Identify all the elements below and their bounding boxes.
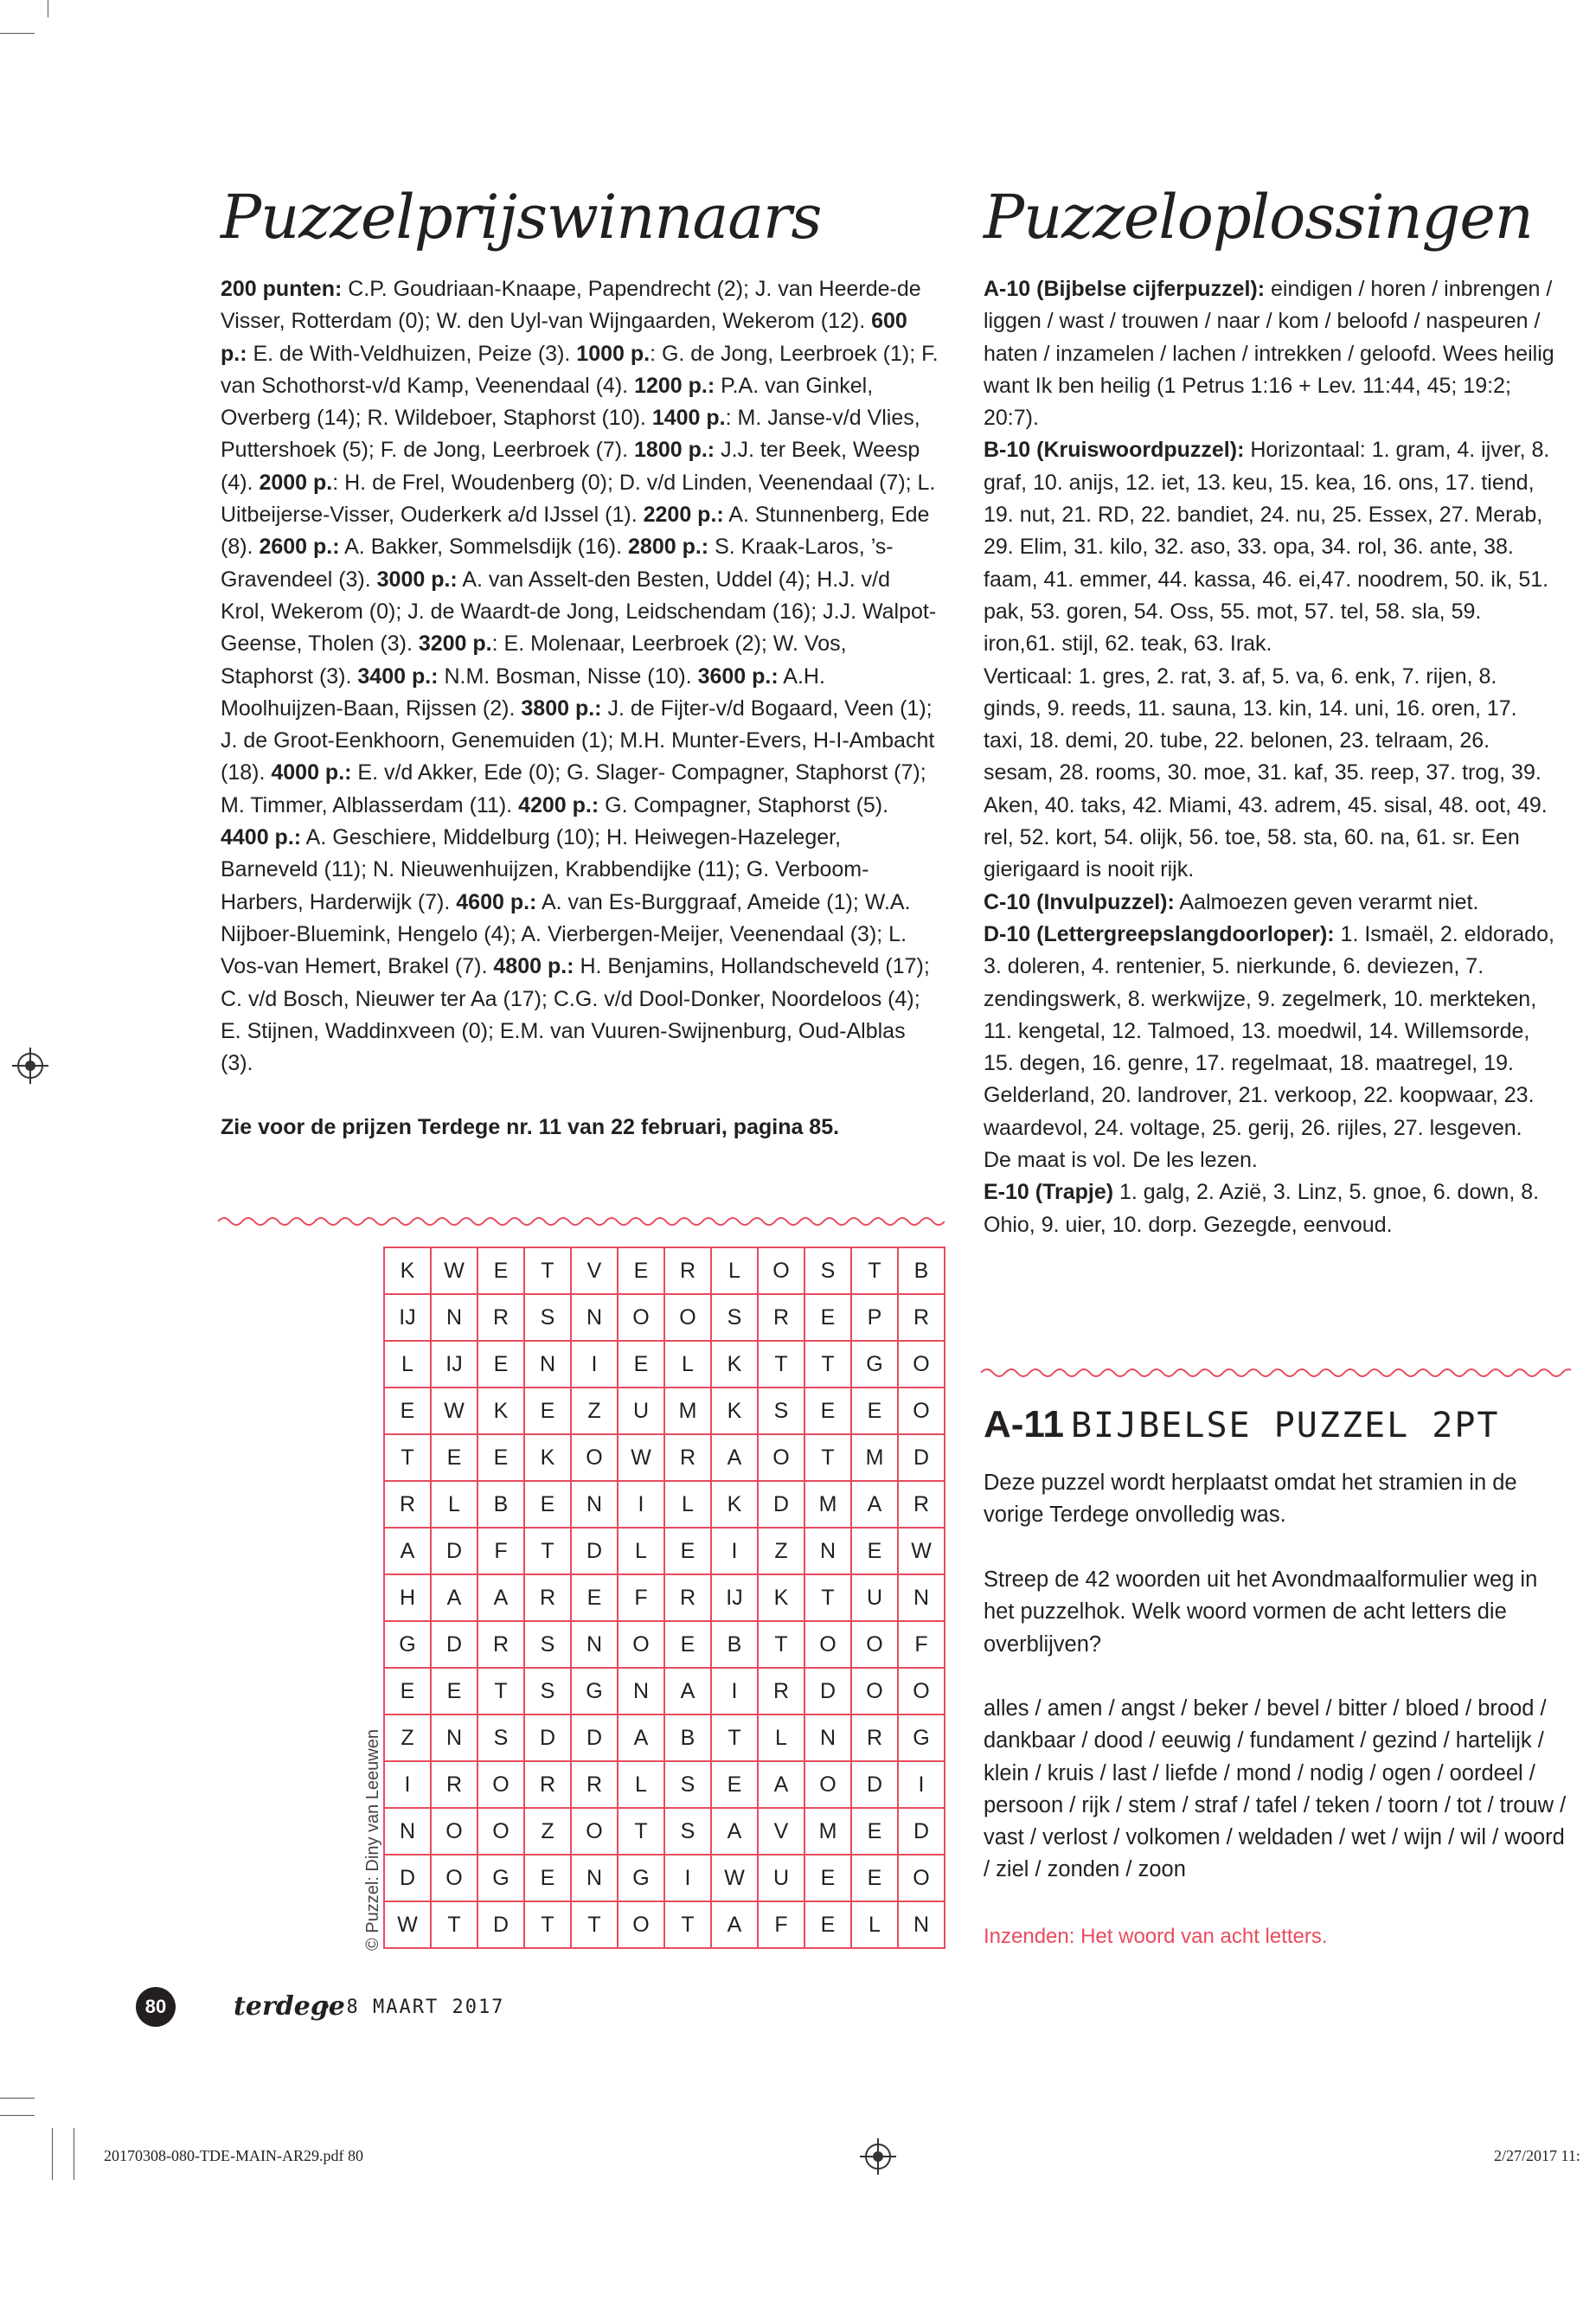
grid-cell: T <box>758 1341 804 1388</box>
grid-cell: R <box>571 1761 618 1808</box>
grid-cell: T <box>571 1901 618 1948</box>
grid-cell: T <box>384 1434 431 1481</box>
grid-cell: R <box>664 1434 711 1481</box>
issue-date: • 8 MAART 2017 <box>320 1997 505 2018</box>
winners-names: E. v/d Akker, Ede (0); G. Slager- Compagner, Staphorst (7); M. Timmer, Alblasserdam (11). <box>221 760 926 817</box>
grid-cell: G <box>898 1715 945 1761</box>
winners-names: C.P. Goudriaan-Knaape, Papendrecht (2); J. van Heerde-de Visser, Rotterdam (0); W. den Uyl-van Wijngaarden, Wekerom (12). <box>221 277 921 334</box>
winners-names: A. van Es-Burggraaf, Ameide (1); W.A. Nijboer-Bluemink, Hengelo (4); A. Vierbergen-Meijer, Veenendaal (3); L. Vos-van Hemert, Brakel (7). <box>221 889 911 979</box>
solution-text: Verticaal: 1. gres, 2. rat, 3. af, 5. va, 6. enk, 7. rijen, 8. ginds, 9. reeds, 11. sauna, 13. kin, 14. uni, 16. oren, 17. taxi, 18. demi, 20. tube, 22. belonen, 23. telraam, 26. sesam, 28. rooms, 30. moe, 31. kaf, 35. reep, 37. trog, 39. Aken, 40. taks, 42. Miami, 43. adrem, 45. sisal, 48. oot, 49. rel, 52. kort, 54. olijk, 56. toe, 58. sta, 60. na, 61. sr. Een gierigaard is nooit rijk. <box>984 663 1548 882</box>
solution-entry <box>984 919 1554 1176</box>
prize-note: Zie voor de prijzen Terdege nr. 11 van 22 februari, pagina 85. <box>221 1115 840 1140</box>
grid-cell: T <box>524 1247 571 1294</box>
winners-names: P.A. van Ginkel, Overberg (14); R. Wildeboer, Staphorst (10). <box>221 373 874 431</box>
grid-cell: E <box>804 1388 851 1434</box>
grid-cell: M <box>851 1434 898 1481</box>
grid-cell: N <box>898 1574 945 1621</box>
grid-cell: O <box>478 1761 524 1808</box>
grid-cell: B <box>478 1481 524 1528</box>
grid-cell: T <box>851 1247 898 1294</box>
grid-row <box>384 1621 945 1668</box>
grid-cell: O <box>804 1621 851 1668</box>
grid-cell: E <box>431 1434 478 1481</box>
grid-cell: F <box>618 1574 664 1621</box>
puzzle-credit: © Puzzel: Diny van Leeuwen <box>363 1729 382 1951</box>
grid-cell: V <box>571 1247 618 1294</box>
grid-cell: L <box>431 1481 478 1528</box>
solution-label: E-10 (Trapje) <box>984 1180 1114 1205</box>
grid-cell: N <box>431 1294 478 1341</box>
grid-cell: N <box>571 1481 618 1528</box>
grid-cell: F <box>758 1901 804 1948</box>
grid-cell: A <box>711 1901 758 1948</box>
grid-cell: M <box>804 1808 851 1855</box>
grid-cell: W <box>898 1528 945 1574</box>
crop-mark <box>0 2115 35 2116</box>
grid-cell: T <box>804 1434 851 1481</box>
crop-mark <box>52 2128 53 2180</box>
grid-cell: E <box>804 1294 851 1341</box>
grid-cell: N <box>571 1294 618 1341</box>
winners-names: : H. de Frel, Woudenberg (0); D. v/d Linden, Veenendaal (7); L. Uitbeijerse-Visser, Ouderkerk a/d IJssel (1). <box>221 470 936 528</box>
grid-cell: L <box>664 1341 711 1388</box>
grid-cell: S <box>711 1294 758 1341</box>
grid-cell: O <box>851 1668 898 1715</box>
grid-cell: I <box>898 1761 945 1808</box>
grid-cell: G <box>384 1621 431 1668</box>
grid-cell: S <box>758 1388 804 1434</box>
grid-cell: R <box>664 1247 711 1294</box>
grid-cell: V <box>758 1808 804 1855</box>
grid-cell: S <box>478 1715 524 1761</box>
grid-cell: N <box>804 1528 851 1574</box>
grid-cell: R <box>851 1715 898 1761</box>
grid-row <box>384 1668 945 1715</box>
grid-cell: S <box>524 1294 571 1341</box>
grid-cell: A <box>478 1574 524 1621</box>
grid-cell: T <box>431 1901 478 1948</box>
grid-cell: O <box>618 1621 664 1668</box>
grid-cell: P <box>851 1294 898 1341</box>
puzzle-instruction: Streep de 42 woorden uit het Avondmaalformulier weg in het puzzelhok. Welk woord vormen de acht letters die overblijven? <box>984 1567 1538 1657</box>
grid-cell: D <box>758 1481 804 1528</box>
grid-cell: K <box>384 1247 431 1294</box>
grid-cell: E <box>851 1528 898 1574</box>
puzzle-label: BIJBELSE PUZZEL 2PT <box>1070 1406 1500 1445</box>
grid-cell: O <box>898 1341 945 1388</box>
grid-cell: K <box>478 1388 524 1434</box>
winners-points-label: 2800 p.: <box>628 535 709 560</box>
grid-cell: T <box>618 1808 664 1855</box>
grid-cell: D <box>478 1901 524 1948</box>
grid-cell: G <box>618 1855 664 1901</box>
solution-text: 1. galg, 2. Azië, 3. Linz, 5. gnoe, 6. down, 8. Ohio, 9. uier, 10. dorp. Gezegde, eenvoud. <box>984 1180 1540 1237</box>
grid-cell: E <box>851 1808 898 1855</box>
page-number: 80 <box>136 1987 176 2027</box>
grid-cell: E <box>851 1855 898 1901</box>
grid-cell: O <box>478 1808 524 1855</box>
grid-cell: O <box>898 1668 945 1715</box>
grid-row <box>384 1574 945 1621</box>
grid-cell: K <box>711 1341 758 1388</box>
grid-cell: O <box>898 1388 945 1434</box>
grid-cell: A <box>758 1761 804 1808</box>
grid-cell: M <box>664 1388 711 1434</box>
grid-cell: E <box>524 1481 571 1528</box>
grid-cell: A <box>618 1715 664 1761</box>
grid-cell: N <box>571 1621 618 1668</box>
grid-cell: E <box>664 1528 711 1574</box>
solution-label: D-10 (Lettergreepslangdoorloper): <box>984 921 1335 946</box>
solution-entry <box>984 887 1554 919</box>
solution-label: C-10 (Invulpuzzel): <box>984 889 1175 914</box>
grid-cell: E <box>384 1388 431 1434</box>
submission-instruction: Inzenden: Het woord van acht letters. <box>984 1925 1328 1948</box>
solution-entry <box>984 273 1554 434</box>
grid-cell: R <box>664 1574 711 1621</box>
grid-row <box>384 1247 945 1294</box>
wavy-divider <box>218 1213 945 1230</box>
winners-points-label: 1000 p. <box>576 341 651 366</box>
grid-cell: E <box>571 1574 618 1621</box>
grid-cell: I <box>711 1668 758 1715</box>
grid-cell: Z <box>384 1715 431 1761</box>
grid-cell: R <box>478 1621 524 1668</box>
grid-cell: D <box>898 1434 945 1481</box>
solution-text: Horizontaal: 1. gram, 4. ijver, 8. graf, 10. anijs, 12. iet, 13. keu, 15. kea, 16. ons, 17. tiend, 19. nut, 21. RD, 22. bandiet, 24. nu, 25. Essex, 27. Merab, 29. Elim, 31. kilo, 32. aso, 33. opa, 34. rol, 36. ante, 38. faam, 41. emmer, 44. kassa, 46. ei,47. noodrem, 50. ik, 51. pak, 53. goren, 54. Oss, 55. mot, 57. tel, 58. sla, 59. iron,61. stijl, 62. teak, 63. Irak. <box>984 438 1550 657</box>
winners-names: J.J. ter Beek, Weesp (4). <box>221 438 920 495</box>
grid-cell: IJ <box>384 1294 431 1341</box>
grid-cell: T <box>804 1341 851 1388</box>
grid-cell: L <box>384 1341 431 1388</box>
puzzle-intro: Deze puzzel wordt herplaatst omdat het stramien in de vorige Terdege onvolledig was. <box>984 1471 1517 1528</box>
grid-cell: N <box>804 1715 851 1761</box>
grid-cell: O <box>758 1434 804 1481</box>
winners-points-label: 3200 p. <box>418 631 492 657</box>
grid-cell: O <box>758 1247 804 1294</box>
grid-cell: L <box>664 1481 711 1528</box>
winners-names: : M. Janse-v/d Vlies, Puttershoek (5); F. de Jong, Leerbroek (7). <box>221 406 920 463</box>
grid-cell: IJ <box>431 1341 478 1388</box>
winners-points-label: 200 punten: <box>221 277 343 301</box>
grid-cell: B <box>898 1247 945 1294</box>
grid-cell: T <box>524 1528 571 1574</box>
grid-cell: A <box>664 1668 711 1715</box>
grid-cell: B <box>711 1621 758 1668</box>
grid-cell: N <box>898 1901 945 1948</box>
grid-cell: G <box>571 1668 618 1715</box>
grid-cell: T <box>711 1715 758 1761</box>
grid-cell: T <box>664 1901 711 1948</box>
grid-row <box>384 1715 945 1761</box>
grid-cell: N <box>571 1855 618 1901</box>
grid-cell: R <box>384 1481 431 1528</box>
grid-cell: E <box>618 1341 664 1388</box>
grid-cell: R <box>758 1668 804 1715</box>
grid-cell: Z <box>571 1388 618 1434</box>
grid-cell: E <box>711 1761 758 1808</box>
grid-cell: D <box>431 1621 478 1668</box>
grid-cell: Z <box>758 1528 804 1574</box>
puzzle-number: A-11 <box>984 1403 1064 1445</box>
winners-names: J. de Fijter-v/d Bogaard, Veen (1); J. de Groot-Eenkhoorn, Genemuiden (1); M.H. Munter-Evers, H-I-Ambacht (18). <box>221 695 935 785</box>
solution-entry <box>984 434 1554 660</box>
winners-names: E. de With-Veldhuizen, Peize (3). <box>247 341 577 366</box>
puzzle-heading <box>984 1403 1500 1446</box>
grid-cell: Z <box>524 1808 571 1855</box>
solution-text: 1. Ismaël, 2. eldorado, 3. doleren, 4. rentenier, 5. nierkunde, 6. deviezen, 7. zendingswerk, 8. werkwijze, 9. zegelmerk, 10. merkteken, 11. kengetal, 12. Talmoed, 13. moedwil, 14. Willemsorde, 15. degen, 16. genre, 17. regelmaat, 18. maatregel, 19. Gelderland, 20. landrover, 21. verkoop, 22. koopwaar, 23. waardevol, 24. voltage, 25. gerij, 26. rijles, 27. lesgeven. De maat is vol. De les lezen. <box>984 921 1554 1173</box>
grid-cell: K <box>711 1481 758 1528</box>
grid-cell: O <box>618 1901 664 1948</box>
grid-cell: G <box>851 1341 898 1388</box>
solutions-title: Puzzeloplossingen <box>984 182 1533 253</box>
grid-cell: D <box>804 1668 851 1715</box>
grid-row <box>384 1294 945 1341</box>
grid-cell: E <box>664 1621 711 1668</box>
grid-cell: K <box>711 1388 758 1434</box>
print-slug-date: 2/27/2017 11: <box>1494 2147 1580 2164</box>
grid-cell: I <box>384 1761 431 1808</box>
grid-cell: E <box>618 1247 664 1294</box>
grid-cell: U <box>851 1574 898 1621</box>
grid-cell: A <box>431 1574 478 1621</box>
grid-cell: R <box>524 1574 571 1621</box>
grid-cell: IJ <box>711 1574 758 1621</box>
grid-cell: E <box>478 1341 524 1388</box>
grid-cell: L <box>758 1715 804 1761</box>
grid-cell: G <box>478 1855 524 1901</box>
grid-cell: O <box>664 1294 711 1341</box>
grid-cell: A <box>711 1434 758 1481</box>
grid-cell: I <box>664 1855 711 1901</box>
grid-cell: E <box>431 1668 478 1715</box>
grid-cell: E <box>478 1247 524 1294</box>
winners-points-label: 4800 p.: <box>493 954 574 979</box>
solution-text: Aalmoezen geven verarmt niet. <box>1174 889 1479 914</box>
grid-cell: D <box>431 1528 478 1574</box>
grid-cell: K <box>524 1434 571 1481</box>
grid-row <box>384 1341 945 1388</box>
grid-cell: R <box>431 1761 478 1808</box>
winners-points-label: 4600 p.: <box>456 889 537 914</box>
magazine-logo: terdege <box>234 1991 345 2022</box>
grid-row <box>384 1481 945 1528</box>
grid-cell: O <box>431 1808 478 1855</box>
grid-cell: T <box>524 1901 571 1948</box>
solution-label: A-10 (Bijbelse cijferpuzzel): <box>984 277 1266 301</box>
grid-cell: R <box>478 1294 524 1341</box>
grid-cell: E <box>851 1388 898 1434</box>
grid-cell: M <box>804 1481 851 1528</box>
grid-cell: E <box>524 1855 571 1901</box>
grid-cell: S <box>664 1808 711 1855</box>
grid-cell: I <box>571 1341 618 1388</box>
grid-cell: S <box>524 1668 571 1715</box>
winners-names: H. Benjamins, Hollandscheveld (17); C. v/d Bosch, Nieuwer ter Aa (17); C.G. v/d Dool-Donker, Noordeloos (4); E. Stijnen, Waddinxveen (0); E.M. van Vuuren-Swijnenburg, Oud-Alblas (3). <box>221 954 930 1076</box>
winners-points-label: 3400 p.: <box>357 663 439 689</box>
grid-cell: W <box>431 1247 478 1294</box>
solution-entry <box>984 1176 1554 1241</box>
grid-cell: A <box>711 1808 758 1855</box>
grid-cell: U <box>758 1855 804 1901</box>
grid-cell: L <box>851 1901 898 1948</box>
grid-cell: B <box>664 1715 711 1761</box>
solution-label: B-10 (Kruiswoordpuzzel): <box>984 438 1245 463</box>
grid-cell: D <box>898 1808 945 1855</box>
winners-points-label: 1400 p. <box>651 406 726 431</box>
winners-names: A.H. Moolhuijzen-Baan, Rijssen (2). <box>221 663 825 721</box>
winners-list <box>221 273 939 1144</box>
winners-points-label: 2200 p.: <box>643 503 724 528</box>
grid-cell: I <box>618 1481 664 1528</box>
word-search-grid <box>383 1247 945 1949</box>
grid-cell: F <box>478 1528 524 1574</box>
grid-cell: E <box>478 1434 524 1481</box>
crop-mark <box>0 33 35 34</box>
grid-cell: R <box>898 1294 945 1341</box>
grid-cell: R <box>898 1481 945 1528</box>
wavy-divider <box>981 1364 1571 1381</box>
winners-points-label: 4000 p.: <box>271 760 352 785</box>
winners-points-label: 4400 p.: <box>221 825 302 850</box>
winners-points-label: 2000 p. <box>259 470 333 495</box>
grid-cell: A <box>384 1528 431 1574</box>
grid-cell: O <box>431 1855 478 1901</box>
grid-cell: D <box>851 1761 898 1808</box>
winners-points-label: 600 p.: <box>221 309 907 366</box>
grid-cell: O <box>851 1621 898 1668</box>
grid-row <box>384 1434 945 1481</box>
grid-cell: E <box>804 1855 851 1901</box>
winners-names: : E. Molenaar, Leerbroek (2); W. Vos, Staphorst (3). <box>221 631 847 689</box>
winners-points-label: 1800 p.: <box>634 438 715 463</box>
grid-row <box>384 1388 945 1434</box>
solution-entry <box>984 661 1554 887</box>
grid-cell: S <box>804 1247 851 1294</box>
grid-cell: T <box>478 1668 524 1715</box>
grid-cell: O <box>804 1761 851 1808</box>
grid-cell: I <box>711 1528 758 1574</box>
grid-cell: K <box>758 1574 804 1621</box>
winners-points-label: 1200 p.: <box>634 373 715 398</box>
winners-names: A. Geschiere, Middelburg (10); H. Heiwegen-Hazeleger, Barneveld (11); N. Nieuwenhuijzen, Krabbendijke (11); G. Verboom-Harbers, Harderwijk (7). <box>221 825 869 914</box>
grid-cell: O <box>618 1294 664 1341</box>
winners-names: N.M. Bosman, Nisse (10). <box>438 663 698 689</box>
registration-mark-icon <box>17 1053 43 1079</box>
winners-names: G. Compagner, Staphorst (5). <box>599 792 889 817</box>
solutions-list <box>984 273 1554 1241</box>
grid-cell: O <box>898 1855 945 1901</box>
print-slug-file: 20170308-080-TDE-MAIN-AR29.pdf 80 <box>104 2147 363 2164</box>
grid-cell: W <box>618 1434 664 1481</box>
registration-mark-icon <box>865 2144 891 2170</box>
grid-cell: L <box>618 1528 664 1574</box>
winners-names: : G. de Jong, Leerbroek (1); F. van Schothorst-v/d Kamp, Veenendaal (4). <box>221 341 939 398</box>
grid-cell: F <box>898 1621 945 1668</box>
grid-cell: W <box>431 1388 478 1434</box>
grid-cell: E <box>384 1668 431 1715</box>
grid-cell: D <box>384 1855 431 1901</box>
winners-names: A. Bakker, Sommelsdijk (16). <box>339 535 629 560</box>
winners-names: S. Kraak-Laros, ’s-Gravendeel (3). <box>221 535 894 592</box>
grid-cell: E <box>524 1388 571 1434</box>
grid-cell: W <box>384 1901 431 1948</box>
grid-cell: S <box>664 1761 711 1808</box>
grid-cell: D <box>524 1715 571 1761</box>
grid-cell: N <box>524 1341 571 1388</box>
grid-cell: D <box>571 1528 618 1574</box>
solution-text: eindigen / horen / inbrengen / liggen / wast / trouwen / naar / kom / beloofd / naspeuren / haten / inzamelen / lachen / intrekken / geloofd. Wees heilig want Ik ben heilig (1 Petrus 1:16 + Lev. 11:44, 45; 19:2; 20:7). <box>984 277 1554 431</box>
grid-row <box>384 1855 945 1901</box>
grid-cell: S <box>524 1621 571 1668</box>
winners-points-label: 3000 p.: <box>376 567 458 592</box>
winners-names: A. van Asselt-den Besten, Uddel (4); H.J. v/d Krol, Wekerom (0); J. de Waardt-de Jong, Leidschendam (16); J.J. Walpot-Geense, Tholen (3). <box>221 567 937 657</box>
crop-mark <box>0 2098 35 2099</box>
grid-cell: E <box>804 1901 851 1948</box>
grid-cell: T <box>804 1574 851 1621</box>
grid-cell: L <box>618 1761 664 1808</box>
winners-points-label: 3800 p.: <box>521 695 602 721</box>
grid-cell: O <box>571 1434 618 1481</box>
grid-cell: N <box>618 1668 664 1715</box>
winners-title: Puzzelprijswinnaars <box>221 182 822 253</box>
winners-names: A. Stunnenberg, Ede (8). <box>221 503 930 560</box>
grid-cell: L <box>711 1247 758 1294</box>
grid-row <box>384 1528 945 1574</box>
grid-cell: O <box>571 1808 618 1855</box>
winners-points-label: 2600 p.: <box>259 535 340 560</box>
grid-cell: N <box>431 1715 478 1761</box>
grid-cell: R <box>758 1294 804 1341</box>
grid-cell: W <box>711 1855 758 1901</box>
grid-cell: N <box>384 1808 431 1855</box>
grid-cell: A <box>851 1481 898 1528</box>
grid-row <box>384 1808 945 1855</box>
grid-cell: H <box>384 1574 431 1621</box>
winners-points-label: 3600 p.: <box>697 663 779 689</box>
grid-cell: R <box>524 1761 571 1808</box>
puzzle-word-list: alles / amen / angst / beker / bevel / bitter / bloed / brood / dankbaar / dood / eeuwig / fundament / gezind / hartelijk / klein / kruis / last / liefde / mond / nodig / ogen / oordeel / persoon / rijk / stem / straf / tafel / teken / toorn / tot / trouw / vast / verlost / volkomen / weldaden / wet / wijn / wil / woord / ziel / zonden / zoon <box>984 1696 1567 1882</box>
grid-row <box>384 1761 945 1808</box>
grid-cell: U <box>618 1388 664 1434</box>
winners-points-label: 4200 p.: <box>518 792 599 817</box>
grid-cell: D <box>571 1715 618 1761</box>
grid-cell: T <box>758 1621 804 1668</box>
grid-row <box>384 1901 945 1948</box>
